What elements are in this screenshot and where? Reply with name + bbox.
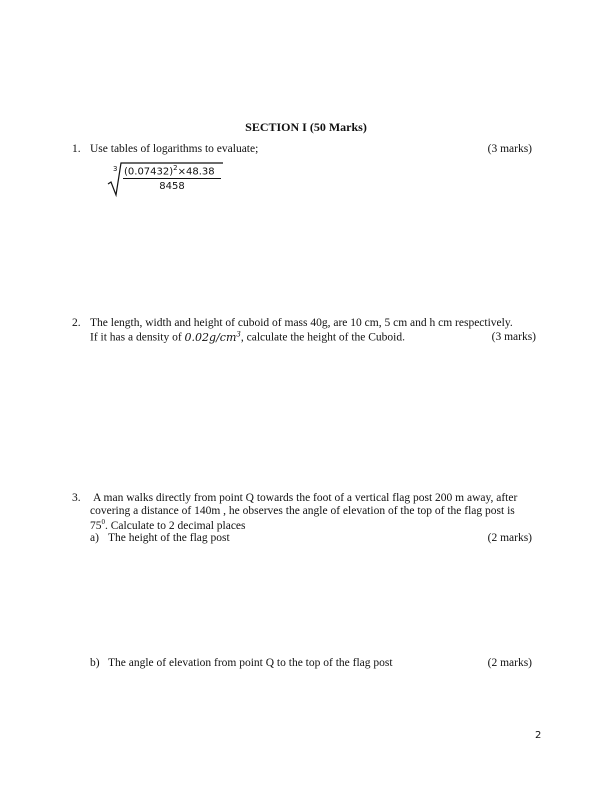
- marks-label: (2 marks): [487, 532, 532, 544]
- degree-sign: 0: [101, 518, 105, 526]
- angle-value: 75: [90, 519, 102, 532]
- page-number: 2: [535, 730, 542, 741]
- question-text-line-2: [90, 330, 405, 344]
- question-text-line-2: covering a distance of 140m , he observes the angle of elevation of the top of the flag post is: [90, 505, 515, 517]
- section-title: SECTION I (50 Marks): [245, 120, 367, 134]
- text-fragment: If it has a density of: [90, 331, 185, 344]
- math-base: 0.02g/cm: [184, 330, 237, 344]
- fraction-bar: [123, 178, 221, 179]
- numerator-rest: ×48.38: [177, 166, 215, 178]
- numerator-base: (0.07432): [124, 166, 174, 178]
- marks-label: (3 marks): [487, 143, 532, 155]
- part-label: b): [90, 657, 100, 669]
- question-number: 2.: [72, 317, 81, 329]
- question-number: 3.: [72, 492, 81, 504]
- part-text: The height of the flag post: [108, 532, 230, 544]
- text-fragment: . Calculate to 2 decimal places: [105, 519, 246, 532]
- question-text-line-1: A man walks directly from point Q towards the foot of a vertical flag post 200 m away, after: [93, 492, 518, 504]
- question-text-line-3: [90, 518, 246, 532]
- marks-label: (2 marks): [487, 657, 532, 669]
- part-text: The angle of elevation from point Q to the top of the flag post: [108, 657, 393, 669]
- marks-label: (3 marks): [491, 331, 536, 343]
- question-text-line-1: The length, width and height of cuboid of mass 40g, are 10 cm, 5 cm and h cm respectively.: [90, 317, 513, 329]
- denominator: 8458: [159, 181, 185, 192]
- question-number: 1.: [72, 143, 81, 155]
- part-label: a): [90, 532, 99, 544]
- density-value: [185, 331, 241, 344]
- numerator: [124, 164, 215, 177]
- math-exponent: 3: [236, 330, 241, 338]
- text-fragment: , calculate the height of the Cuboid.: [240, 331, 406, 344]
- root-index: 3: [113, 165, 118, 173]
- question-text: Use tables of logarithms to evaluate;: [90, 143, 259, 155]
- numerator-exponent: 2: [173, 164, 178, 172]
- cube-root-expression: [105, 162, 225, 196]
